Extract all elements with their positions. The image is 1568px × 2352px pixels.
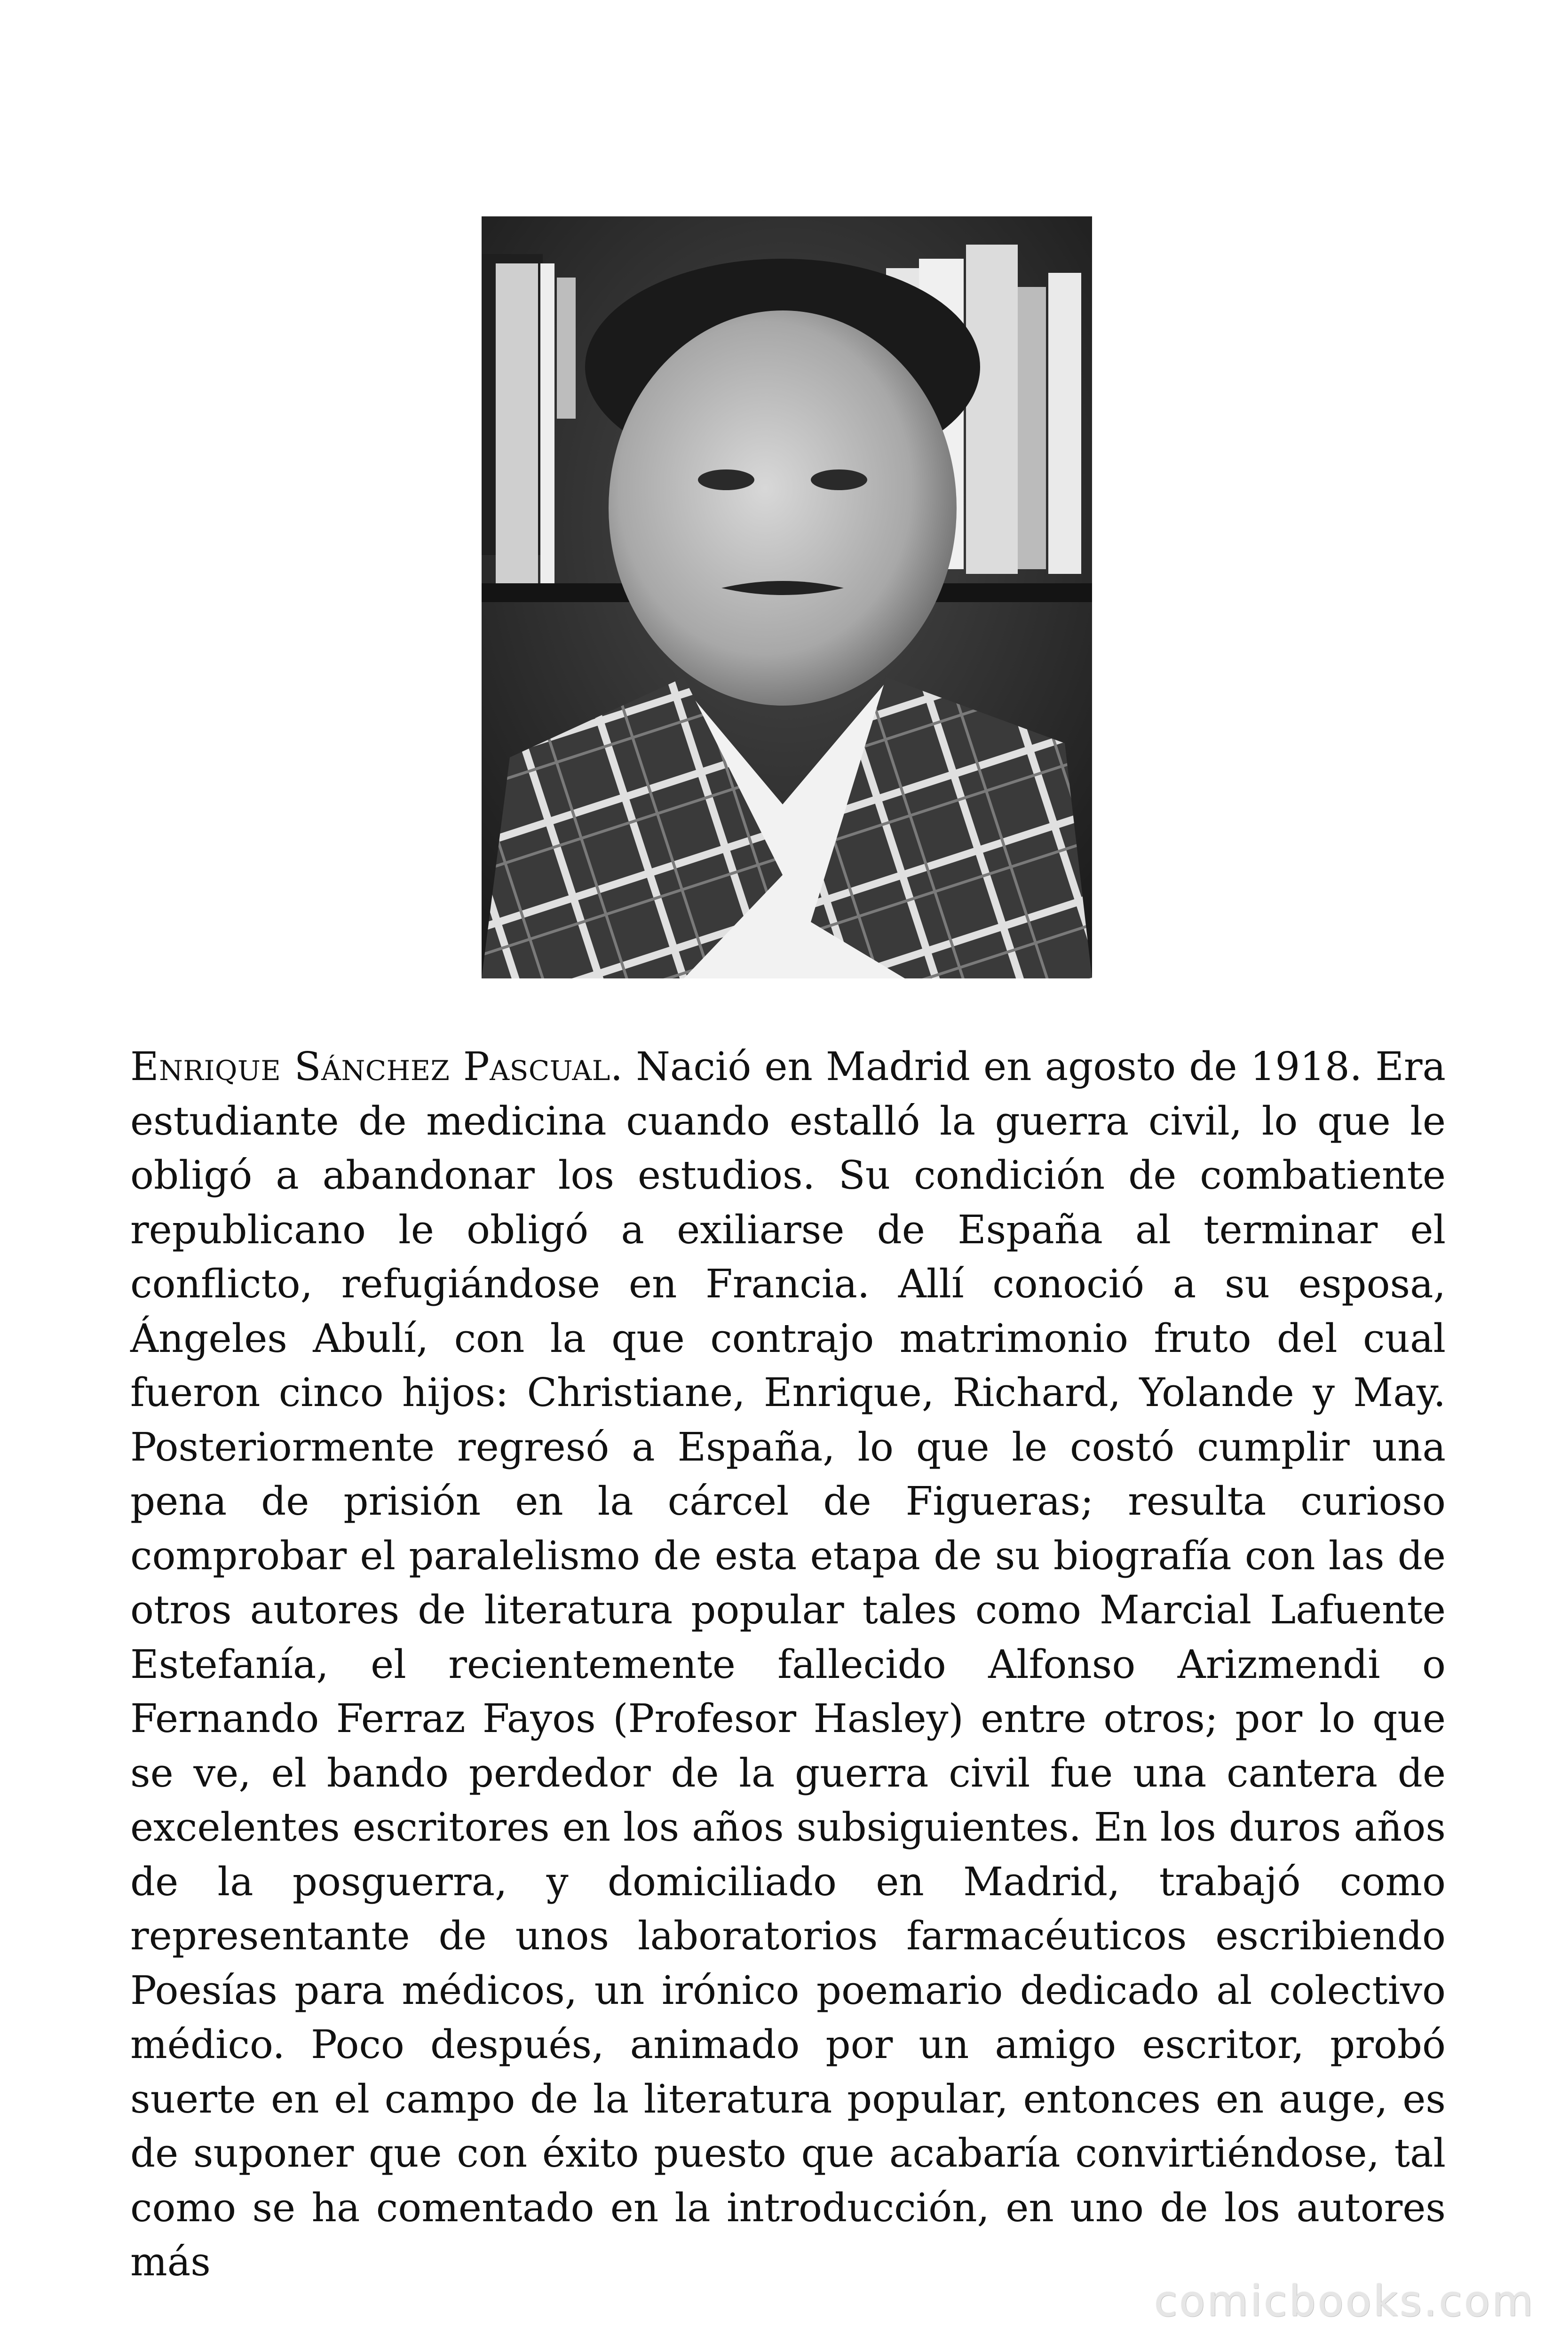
watermark: comicbooks.com	[1154, 2277, 1535, 2326]
author-name: Enrique Sánchez Pascual	[130, 1044, 610, 1089]
bio-text: . Nació en Madrid en agosto de 1918. Era estudiante de medicina cuando estalló la guerra civil, lo que le obligó a abandonar los estudios. Su condición de combatiente republicano le obligó a exiliarse de España al terminar el conflicto, refugiándose en Francia. Allí conoció a su esposa, Ángeles Abulí, con la que contrajo matrimonio fruto del cual fueron cinco hijos: Christiane, Enrique, Richard, Yolande y May. Posteriormente regresó a España, lo que le costó cumplir una pena de prisión en la cárcel de Figueras; resulta curioso comprobar el paralelismo de esta etapa de su biografía con las de otros autores de literatura popular tales como Marcial Lafuente Estefanía, el recientemente fallecido Alfonso Arizmendi o Fernando Ferraz Fayos (Profesor Hasley) entre otros; por lo que se ve, el bando perdedor de la guerra civil fue una cantera de excelentes escritores en los años subsiguientes. En los duros años de la posguerra, y domiciliado en Madrid, trabajó como representante de unos laboratorios farmacéuticos escribiendo Poesías para médicos, un irónico poemario dedicado al colectivo médico. Poco después, animado por un amigo escritor, probó suerte en el campo de la literatura popular, entonces en auge, es de suponer que con éxito puesto que acabaría convirtiéndose, tal como se ha comentado en la introducción, en uno de los autores más	[130, 1044, 1446, 2285]
author-portrait	[482, 216, 1092, 978]
author-bio	[130, 1040, 1446, 2289]
author-portrait-photo	[482, 216, 1092, 978]
